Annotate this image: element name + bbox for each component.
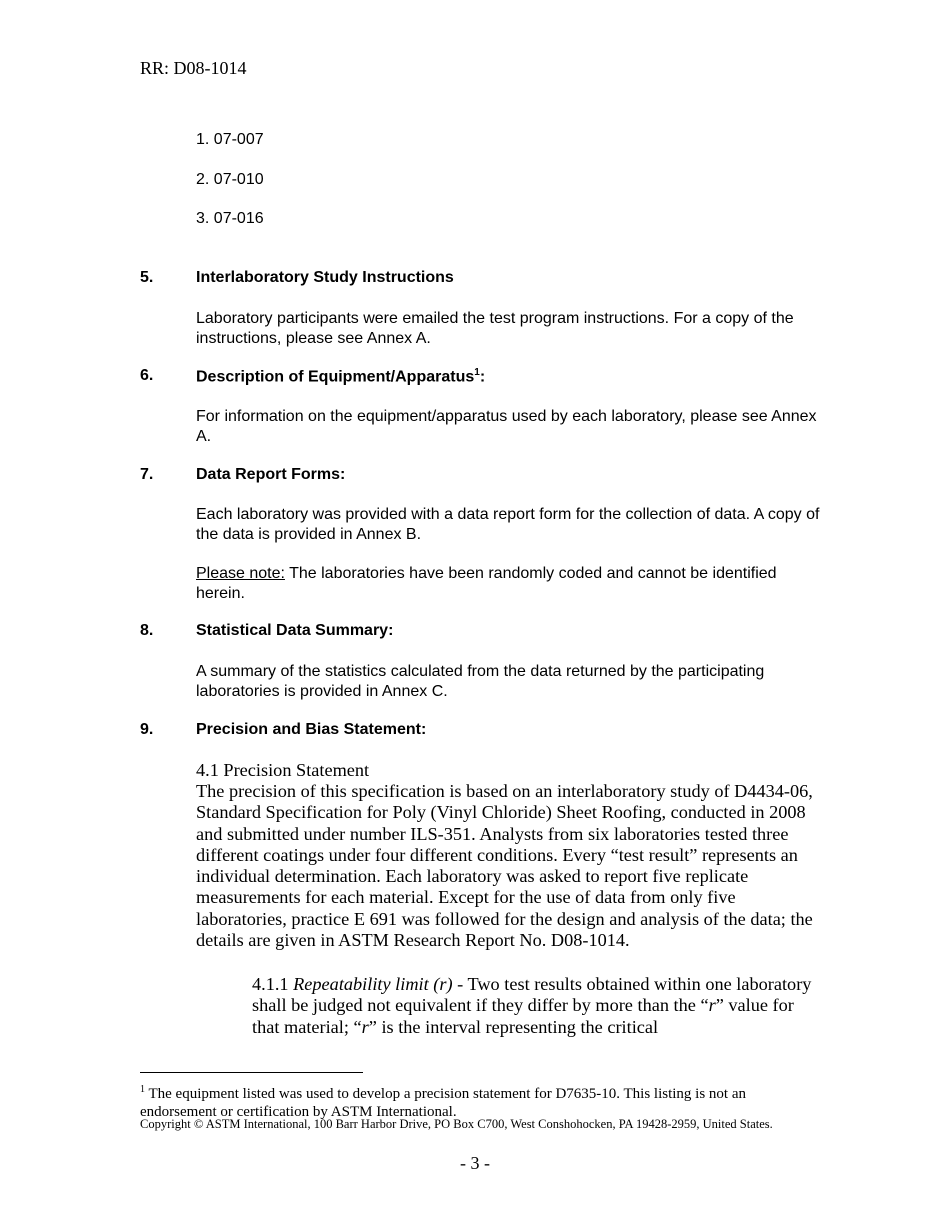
repeatability-text: - Two test results obtained within one laboratory shall be judged not equivalent if they differ by more than the “	[252, 974, 812, 1016]
footnote-reference: 1	[474, 367, 480, 378]
list-item	[196, 210, 264, 228]
section-6-number: 6.	[140, 367, 154, 384]
section-6-title	[196, 367, 485, 386]
precision-statement-body: The precision of this specification is based on an interlaboratory study of D4434-06, Standard Specification for Poly (Vinyl Chloride) Sheet Roofing, conducted in 2008 and submitted under number ILS-351. Analysts from six laboratories tested three different coatings under four different conditions. Every “test result” represents an individual determination. Each laboratory was asked to report five replicate measurements for each material. Except for the use of data from only five laboratories, practice E 691 was followed for the design and analysis of the data; the details are given in ASTM Research Report No. D08-1014.	[196, 781, 813, 951]
list-item-number: 3.	[196, 210, 210, 227]
section-6-title-text: Description of Equipment/Apparatus	[196, 368, 475, 386]
footnote-divider	[140, 1072, 363, 1073]
list-item-number: 1.	[196, 131, 210, 148]
section-5-number: 5.	[140, 269, 154, 286]
section-8-number: 8.	[140, 622, 154, 639]
section-8-title: Statistical Data Summary:	[196, 622, 394, 639]
section-7-title: Data Report Forms:	[196, 466, 346, 483]
repeatability-term: Repeatability limit (r)	[293, 974, 453, 994]
section-7-note	[196, 564, 821, 603]
section-9-title: Precision and Bias Statement:	[196, 721, 427, 738]
section-8-body: A summary of the statistics calculated from the data returned by the participating laboratories is provided in Annex C.	[196, 663, 765, 700]
r-symbol: r	[361, 1016, 369, 1037]
note-text: The laboratories have been randomly coded and cannot be identified herein.	[196, 565, 777, 602]
section-9-number: 9.	[140, 721, 154, 738]
section-7-body: Each laboratory was provided with a data report form for the collection of data. A copy of the data is provided in Annex B.	[196, 506, 820, 543]
section-5-title: Interlaboratory Study Instructions	[196, 269, 454, 286]
repeatability-text: ” value for that material; “	[252, 995, 794, 1037]
list-item-number: 2.	[196, 171, 210, 188]
r-symbol: r	[708, 995, 716, 1016]
subsection-number: 4.1.1	[252, 974, 294, 994]
section-5-body: Laboratory participants were emailed the test program instructions. For a copy of the instructions, please see Annex A.	[196, 310, 794, 347]
copyright-notice: Copyright © ASTM International, 100 Barr Harbor Drive, PO Box C700, West Conshohocken, PA 19428-2959, United States.	[140, 1117, 773, 1131]
footnote-text: The equipment listed was used to develop a precision statement for D7635-10. This listing is not an endorsement or certification by ASTM International.	[140, 1086, 747, 1120]
precision-statement-heading: 4.1 Precision Statement	[196, 760, 370, 780]
footnote	[140, 1081, 820, 1121]
repeatability-text: ” is the interval representing the critical	[368, 1016, 659, 1037]
page-number: - 3 -	[460, 1153, 490, 1173]
list-item-text: 07-016	[213, 210, 264, 227]
list-item-text: 07-010	[213, 171, 264, 188]
repeatability-limit-paragraph	[252, 974, 812, 1038]
list-item-text: 07-007	[213, 131, 264, 148]
section-7-number: 7.	[140, 466, 154, 483]
list-item	[196, 131, 264, 149]
footnote-mark: 1	[140, 1084, 145, 1095]
report-id-header: RR: D08-1014	[140, 58, 247, 78]
section-6-body: For information on the equipment/apparatus used by each laboratory, please see Annex A.	[196, 408, 817, 445]
list-item	[196, 171, 264, 189]
note-label: Please note:	[196, 565, 285, 582]
section-6-title-suffix: :	[479, 368, 486, 386]
